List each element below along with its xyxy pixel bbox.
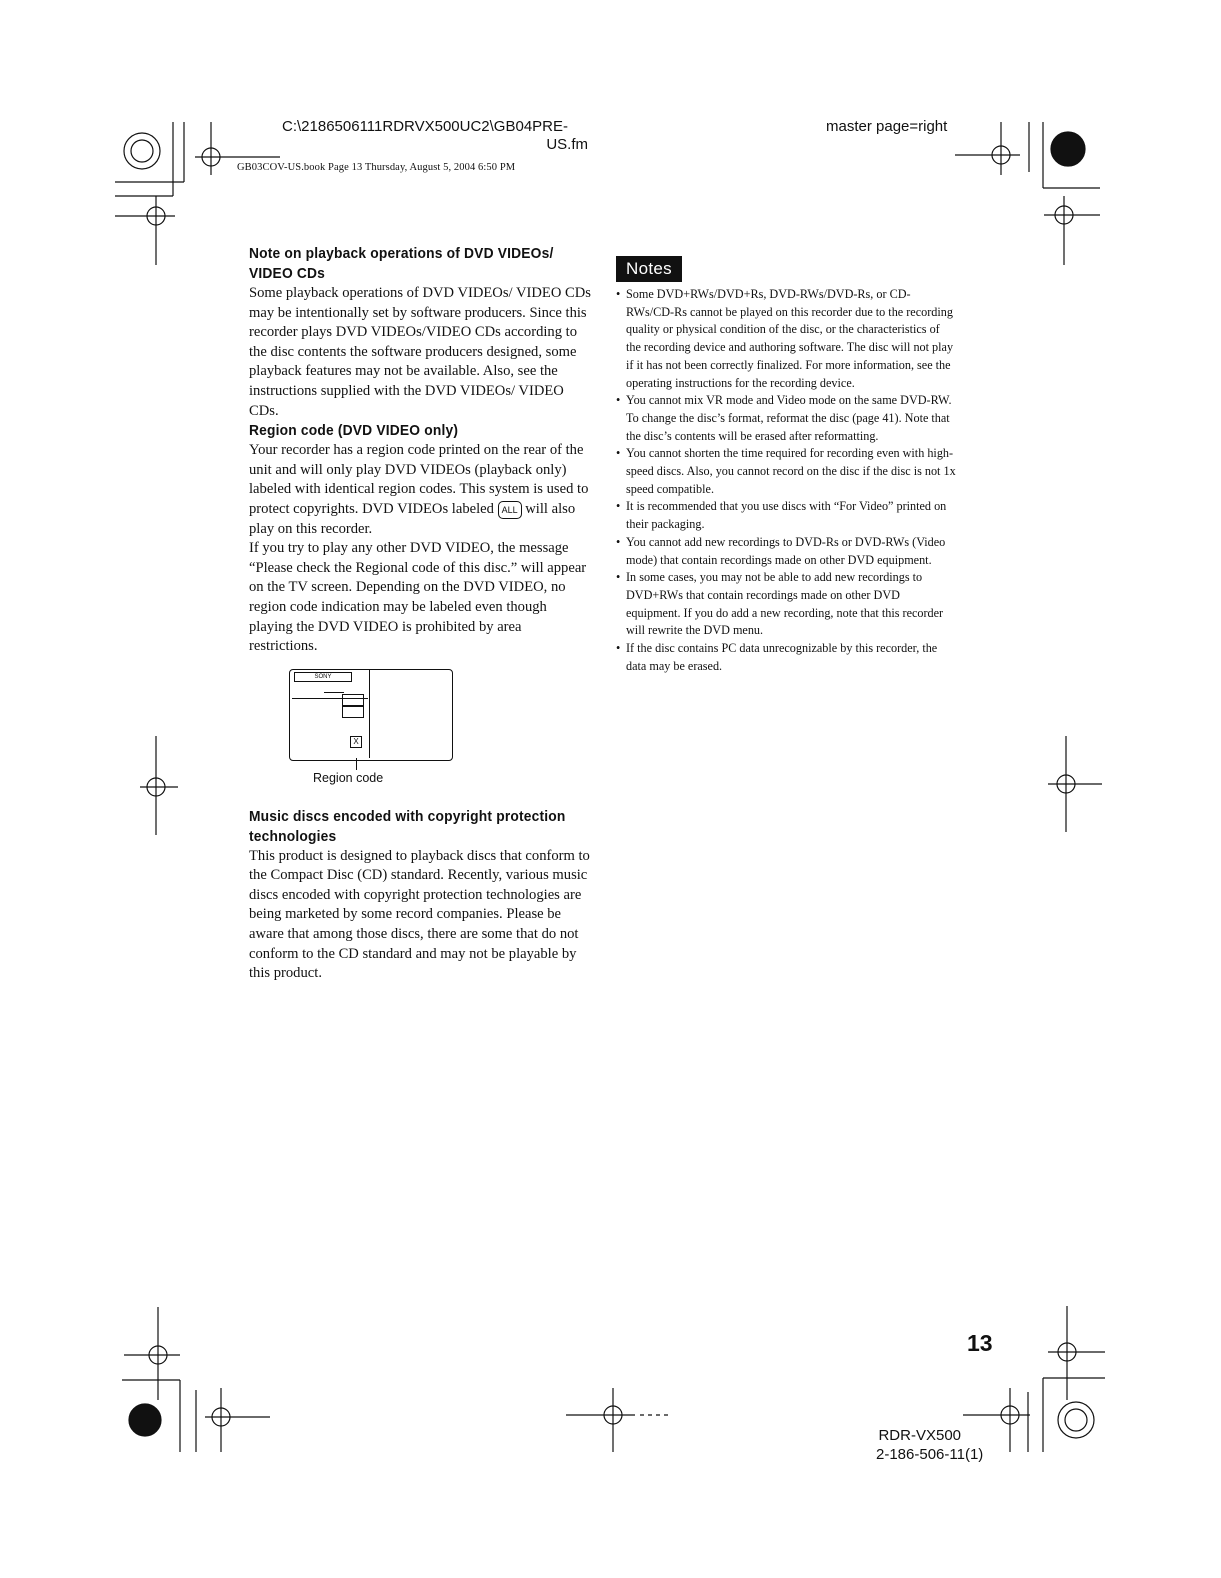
file-path-line1: C:\2186506111RDRVX500UC2\GB04PRE- xyxy=(282,118,568,135)
rear-panel-label xyxy=(290,670,370,758)
region-code-icon: X xyxy=(350,736,362,748)
pointer-line xyxy=(356,758,357,770)
color-wheel-icon xyxy=(124,133,160,169)
right-column xyxy=(616,256,956,675)
list-item: • It is recommended that you use discs with “For Video” printed on their packaging. xyxy=(616,498,956,533)
section-heading-region: Region code (DVD VIDEO only) xyxy=(249,422,459,440)
model-number: RDR-VX500 xyxy=(878,1427,961,1444)
book-info: GB03COV-US.book Page 13 Thursday, August 5, 2004 6:50 PM xyxy=(237,162,516,173)
section-body-music: This product is designed to playback discs that conform to the Compact Disc (CD) standard. Recently, various music discs encoded with copyright protection technologies are being marketed by some record companies. Please be aware that among those discs, there are some that do not conform to the CD standard and may not be playable by this product. xyxy=(249,847,590,982)
page-number: 13 xyxy=(967,1330,993,1356)
part-number: 2-186-506-11(1) xyxy=(876,1446,984,1463)
color-wheel-icon xyxy=(1058,1402,1094,1438)
section-heading-music: Music discs encoded with copyright protection technologies xyxy=(249,807,566,845)
solid-circle-icon xyxy=(1051,132,1085,166)
list-item: • You cannot shorten the time required for recording even with high-speed discs. Also, you cannot record on the disc if the disc is not 1x speed compatible. xyxy=(616,445,956,498)
section-body-playback: Some playback operations of DVD VIDEOs/ VIDEO CDs may be intentionally set by software producers. Since this recorder plays DVD VIDEOs/VIDEO CDs according to the disc contents the software producers designed, some playback features may not be available. Also, see the instructions supplied with the DVD VIDEOs/ VIDEO CDs. xyxy=(249,285,591,419)
section-body-region: Your recorder has a region code printed on the rear of the unit and will only play DVD VIDEOs (playback only) labeled with identical region codes. This system is used to protect copyrights. DVD VIDEOs labeled ALL will also play on this recorder. xyxy=(249,442,589,537)
list-item: • If the disc contains PC data unrecognizable by this recorder, the data may be erased. xyxy=(616,640,956,675)
list-item: • You cannot mix VR mode and Video mode on the same DVD-RW. To change the disc’s format, reformat the disc (page 41). Note that the disc’s contents will be erased after reformatting. xyxy=(616,392,956,445)
all-region-logo: ALL xyxy=(498,501,522,519)
notes-title: Notes xyxy=(616,256,682,282)
section-heading-playback: Note on playback operations of DVD VIDEOs/ VIDEO CDs xyxy=(249,245,554,282)
brand-label: SONY xyxy=(294,672,352,682)
file-path xyxy=(282,118,588,154)
list-item: • You cannot add new recordings to DVD-Rs or DVD-RWs (Video mode) that contain recordings made on other DVD equipment. xyxy=(616,534,956,569)
notes-list xyxy=(616,286,956,675)
figure-caption: Region code xyxy=(313,770,384,785)
section-body-region-2: If you try to play any other DVD VIDEO, the message “Please check the Regional code of this disc.” will appear on the TV screen. Depending on the DVD VIDEO, no region code indication may be labeled even though playing the DVD VIDEO is prohibited by area restrictions. xyxy=(249,540,587,655)
model-info xyxy=(876,1426,984,1464)
left-column xyxy=(249,244,591,984)
file-path-line2: US.fm xyxy=(546,136,588,153)
region-code-figure xyxy=(289,669,453,761)
list-item: • Some DVD+RWs/DVD+Rs, DVD-RWs/DVD-Rs, or CD-RWs/CD-Rs cannot be played on this recorder due to the recording quality or physical condition of the disc, or the characteristics of the recording device and authoring software. The disc will not play if it has not been correctly finalized. For more information, see the operating instructions for the recording device. xyxy=(616,286,956,392)
list-item: • In some cases, you may not be able to add new recordings to DVD+RWs that contain recordings made on other DVD equipment. If you do add a new recording, note that this recorder will rewrite the DVD menu. xyxy=(616,569,956,640)
solid-circle-icon xyxy=(129,1404,161,1436)
master-page-label: master page=right xyxy=(826,118,948,135)
